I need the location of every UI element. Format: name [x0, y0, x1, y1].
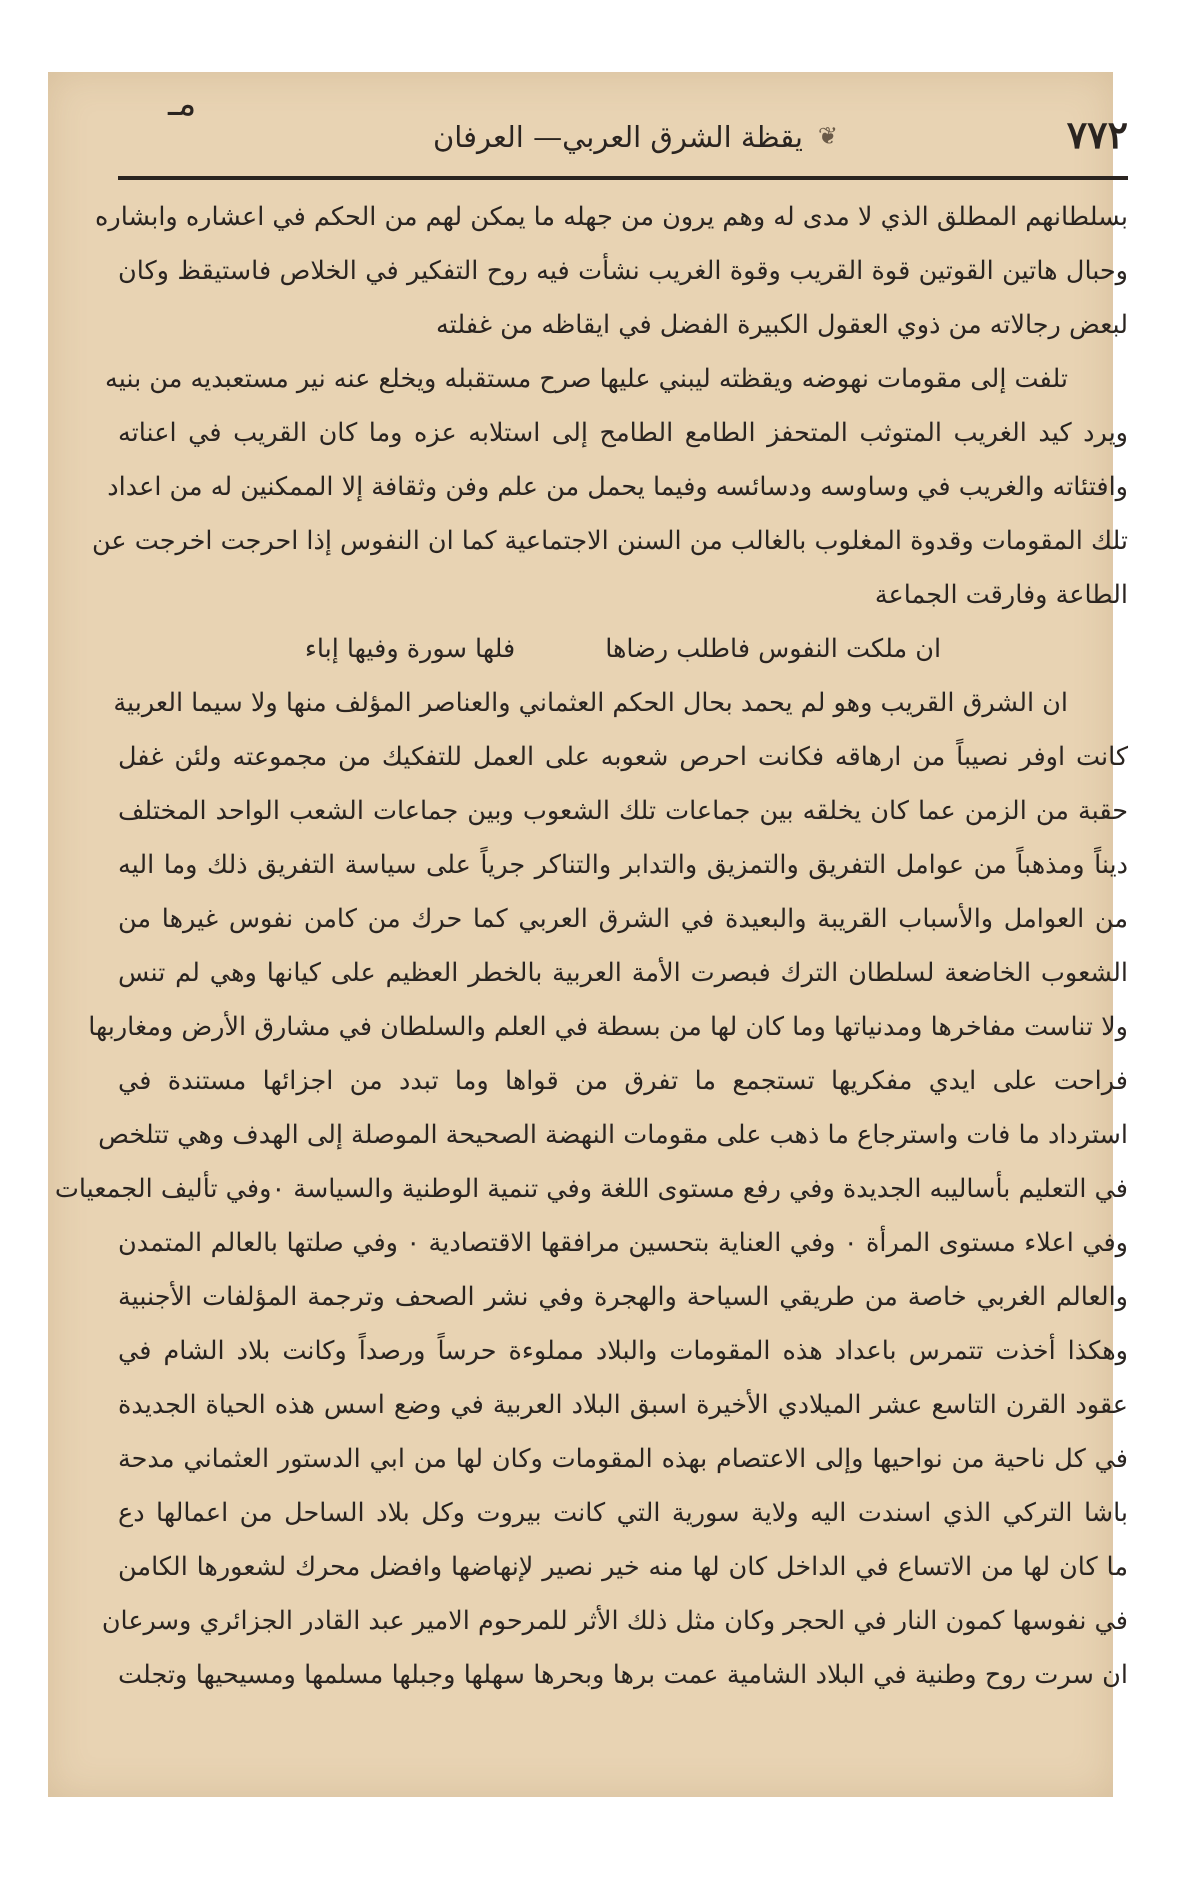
header-rule: [118, 176, 1128, 180]
text-line: ولا تناست مفاخرها ومدنياتها وما كان لها من بسطة في العلم والسلطان في مشارق الأرض ومغاربها: [88, 1012, 1128, 1042]
text-line: تلك المقومات وقدوة المغلوب بالغالب من السنن الاجتماعية كما ان النفوس إذا احرجت اخرجت عن: [92, 526, 1128, 556]
text-line: في التعليم بأساليبه الجديدة وفي رفع مستوى اللغة وفي تنمية الوطنية والسياسة ٠وفي تأليف الجمعيات: [54, 1174, 1128, 1204]
article-body: [54, 190, 1128, 1702]
text-line: والعالم الغربي خاصة من طريقي السياحة والهجرة وفي نشر الصحف وترجمة المؤلفات الأجنبية: [118, 1282, 1128, 1312]
text-line: الطاعة وفارقت الجماعة: [874, 580, 1128, 610]
text-line: حقبة من الزمن عما كان يخلقه بين جماعات تلك الشعوب وبين جماعات الشعب الواحد المختلف: [118, 796, 1128, 826]
text-line: بسلطانهم المطلق الذي لا مدى له وهم يرون من جهله ما يمكن لهم من الحكم في اعشاره وابشاره: [95, 202, 1128, 232]
text-line: ان الشرق القريب وهو لم يحمد بحال الحكم العثماني والعناصر المؤلف منها ولا سيما العربية: [113, 688, 1068, 718]
text-line: وحبال هاتين القوتين قوة القريب وقوة الغريب نشأت فيه روح التفكير في الخلاص فاستيقظ وكان: [118, 256, 1128, 286]
text-line: ان سرت روح وطنية في البلاد الشامية عمت برها وبحرها سهلها وجبلها مسلمها ومسيحيها وتجلت: [118, 1660, 1128, 1690]
running-title: يقظة الشرق العربي— العرفان: [432, 120, 803, 154]
page-paper: [48, 72, 1128, 1797]
text-line: استرداد ما فات واسترجاع ما ذهب على مقومات النهضة الصحيحة الموصلة إلى الهدف وهي تتلخص: [98, 1120, 1128, 1150]
text-line: عقود القرن التاسع عشر الميلادي الأخيرة اسبق البلاد العربية في وضع اسس هذه الحياة الجديدة: [118, 1390, 1128, 1420]
text-line: ديناً ومذهباً من عوامل التفريق والتمزيق والتدابر والتناكر جرياً على سياسة التفريق ذلك وما اليه: [118, 850, 1128, 880]
ornament-icon: ❦: [817, 122, 838, 150]
text-line: لبعض رجالاته من ذوي العقول الكبيرة الفضل في ايقاظه من غفلته: [436, 310, 1128, 340]
text-line: وفي اعلاء مستوى المرأة ٠ وفي العناية بتحسين مرافقها الاقتصادية ٠ وفي صلتها بالعالم المتمدن: [118, 1228, 1128, 1258]
text-line: ما كان لها من الاتساع في الداخل كان لها منه خير نصير لإنهاضها وافضل محرك لشعورها الكامن: [118, 1552, 1128, 1582]
poetry-verse: [118, 622, 1128, 676]
page-header: [118, 112, 1128, 172]
handwritten-mark: مـ: [168, 84, 197, 124]
text-line: ويرد كيد الغريب المتوثب المتحفز الطامع الطامح إلى استلابه عزه وما كان القريب في اعناته: [118, 418, 1128, 448]
text-line: وهكذا أخذت تتمرس باعداد هذه المقومات والبلاد مملوءة حرساً ورصداً وكانت بلاد الشام في: [118, 1336, 1128, 1366]
text-line: باشا التركي الذي اسندت اليه ولاية سورية التي كانت بيروت وكل بلاد الساحل من اعمالها دع: [118, 1498, 1128, 1528]
text-line: في نفوسها كمون النار في الحجر وكان مثل ذلك الأثر للمرحوم الامير عبد القادر الجزائري وسرعان: [101, 1606, 1128, 1636]
text-line: من العوامل والأسباب القريبة والبعيدة في الشرق العربي كما حرك من كامن نفوس غيرها من: [118, 904, 1128, 934]
text-line: تلفت إلى مقومات نهوضه ويقظته ليبني عليها صرح مستقبله ويخلع عنه نير مستعبديه من بنيه: [105, 364, 1068, 394]
text-line: في كل ناحية من نواحيها وإلى الاعتصام بهذه المقومات وكان لها من ابي الدستور العثماني مدحة: [118, 1444, 1128, 1474]
text-line: فراحت على ايدي مفكريها تستجمع ما تفرق من قواها وما تبدد من اجزائها مستندة في: [118, 1066, 1128, 1096]
text-line: الشعوب الخاضعة لسلطان الترك فبصرت الأمة العربية بالخطر العظيم على كيانها وهي لم تنس: [118, 958, 1128, 988]
page-number: ٧٧٢: [1066, 112, 1128, 157]
verse-first-hemistich: ان ملكت النفوس فاطلب رضاها: [605, 634, 942, 664]
text-line: كانت اوفر نصيباً من ارهاقه فكانت احرص شعوبه على العمل للتفكيك من مجموعته ولئن غفل: [118, 742, 1128, 772]
verse-second-hemistich: فلها سورة وفيها إباء: [304, 634, 516, 664]
text-line: وافتئاته والغريب في وساوسه ودسائسه وفيما يحمل من علم وفن وثقافة إلا الممكنين له من اعداد: [107, 472, 1128, 502]
